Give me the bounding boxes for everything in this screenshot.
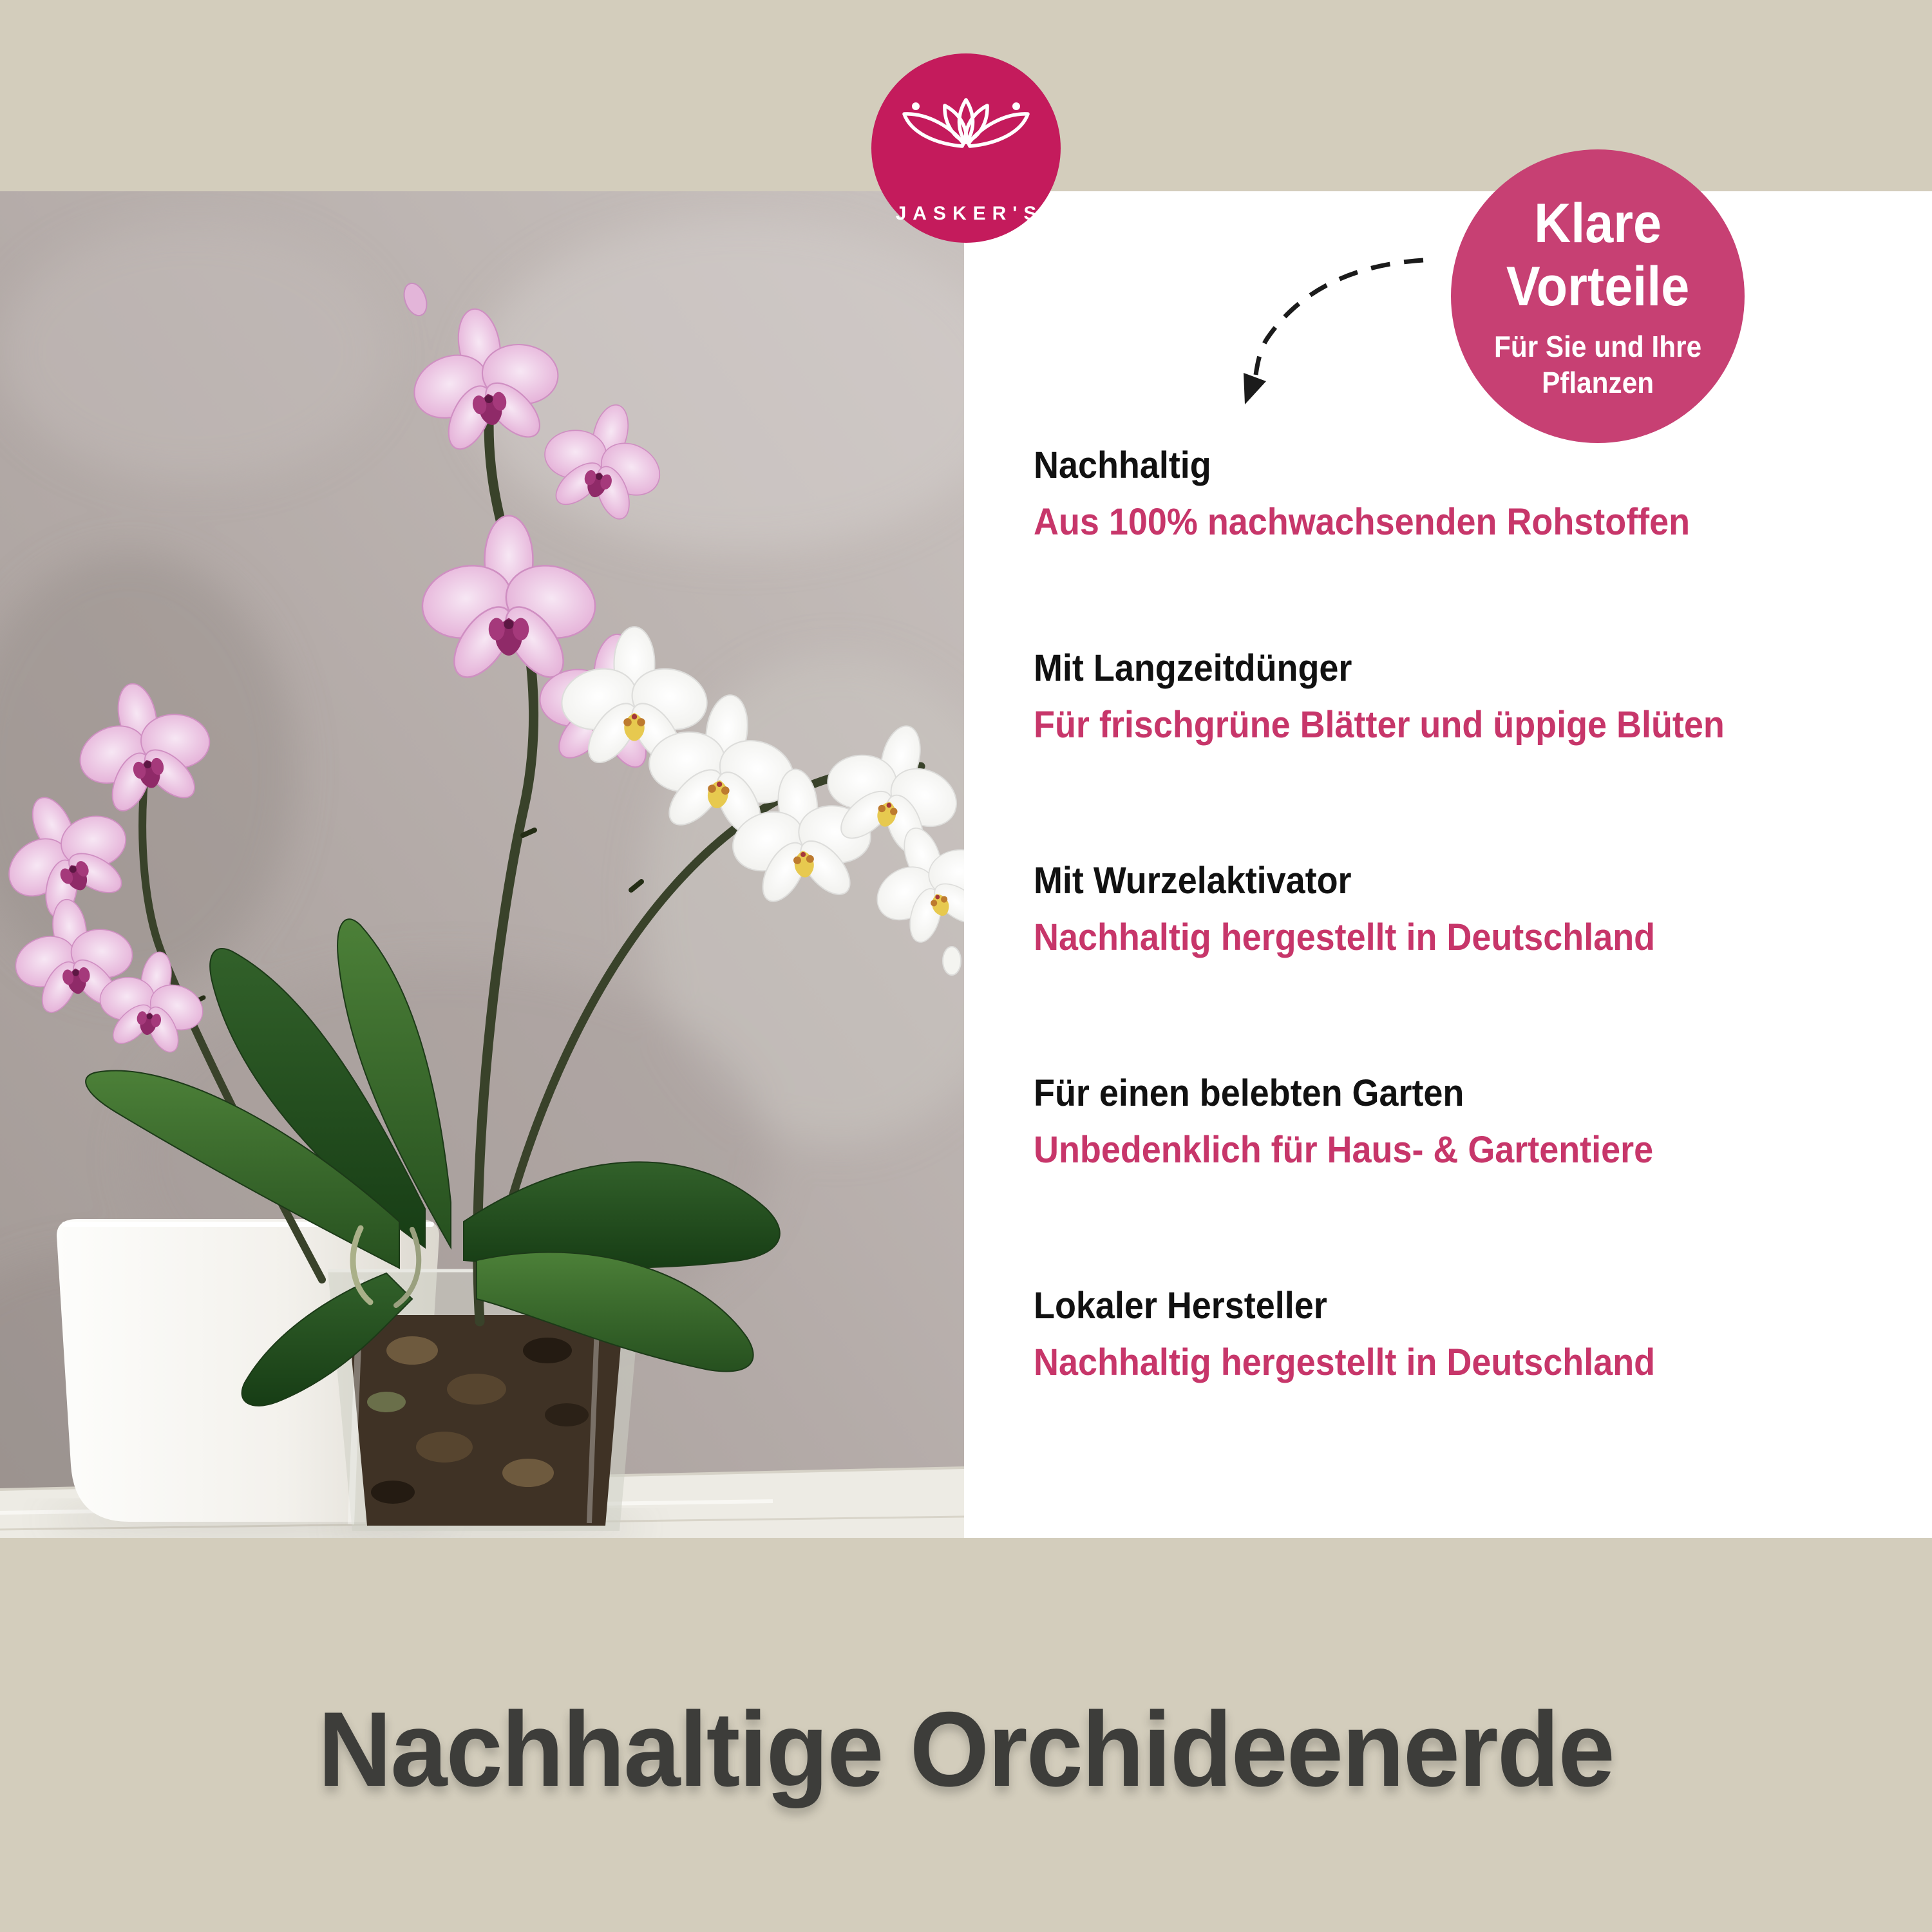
benefits-badge	[1451, 149, 1745, 443]
badge-title-line1: Klare	[1534, 193, 1662, 254]
orchid-photo	[0, 191, 964, 1538]
brand-name: JASKER'S	[895, 203, 1043, 224]
lotus-icon	[895, 77, 1037, 173]
badge-subtitle-line2: Pflanzen	[1541, 366, 1654, 399]
brand-logo	[871, 53, 1061, 243]
benefit-item-5	[1034, 1285, 1655, 1384]
dashed-arrow-icon	[1217, 238, 1449, 425]
benefit-heading: Nachhaltig	[1034, 444, 1211, 486]
benefit-item-3	[1034, 860, 1655, 959]
badge-title-line2: Vorteile	[1506, 256, 1690, 317]
benefit-detail: Nachhaltig hergestellt in Deutschland	[1034, 1341, 1656, 1383]
benefit-heading: Mit Langzeitdünger	[1034, 647, 1352, 689]
benefit-item-2	[1034, 647, 1725, 746]
product-title-text: Nachhaltige Orchideenerde	[318, 1690, 1614, 1808]
badge-subtitle-line1: Für Sie und Ihre	[1493, 330, 1702, 363]
benefit-detail: Aus 100% nachwachsenden Rohstoffen	[1034, 501, 1690, 543]
benefit-item-4	[1034, 1072, 1653, 1171]
benefit-item-1	[1034, 444, 1690, 544]
benefit-heading: Für einen belebten Garten	[1034, 1072, 1464, 1114]
benefit-heading: Mit Wurzelaktivator	[1034, 860, 1352, 902]
benefit-heading: Lokaler Hersteller	[1034, 1285, 1327, 1327]
benefit-detail: Unbedenklich für Haus- & Gartentiere	[1034, 1129, 1654, 1171]
benefit-detail: Für frischgrüne Blätter und üppige Blüten	[1034, 704, 1725, 746]
benefit-detail: Nachhaltig hergestellt in Deutschland	[1034, 916, 1656, 958]
product-title	[0, 1689, 1932, 1810]
